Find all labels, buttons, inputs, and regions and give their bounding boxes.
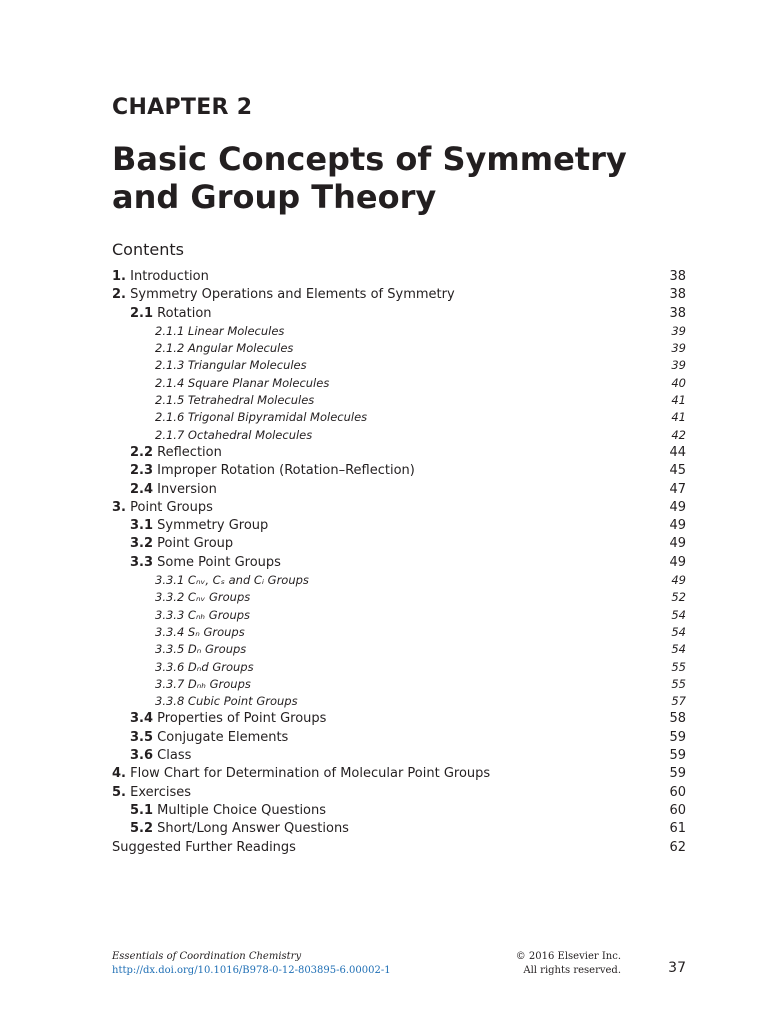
- toc-entry-text: [112, 410, 367, 424]
- toc-entry[interactable]: [112, 677, 686, 694]
- toc-entry-page: 41: [671, 410, 686, 425]
- toc-entry-number: 3.6: [130, 748, 154, 764]
- toc-entry-text: [112, 608, 250, 622]
- toc-entry-title: Tetrahedral Molecules: [187, 393, 315, 408]
- toc-entry-number: 5.: [112, 784, 126, 800]
- toc-entry-title: Cₙᵥ, Cₛ and Cᵢ Groups: [187, 573, 309, 588]
- toc-entry-page: 44: [669, 444, 686, 460]
- toc-entry[interactable]: [112, 785, 686, 803]
- toc-entry-title: Point Group: [157, 536, 234, 552]
- toc-entry-page: 54: [671, 624, 686, 639]
- toc-entry-number: 5.2: [130, 821, 154, 837]
- toc-entry-page: 59: [669, 729, 686, 745]
- toc-entry-text: [112, 463, 415, 478]
- toc-entry-page: 59: [669, 766, 686, 782]
- toc-entry-number: 3.: [112, 499, 126, 515]
- toc-entry[interactable]: [112, 821, 686, 839]
- toc-entry-number: 3.3.5: [155, 642, 185, 657]
- toc-entry-page: 38: [669, 287, 686, 303]
- toc-entry-text: [112, 269, 209, 284]
- toc-entry[interactable]: [112, 625, 686, 642]
- toc-entry-text: [112, 324, 284, 338]
- toc-entry-text: [112, 536, 233, 551]
- toc-entry-page: 54: [671, 607, 686, 622]
- toc-entry-page: 49: [669, 536, 686, 552]
- toc-entry-title: Point Groups: [130, 499, 213, 515]
- toc-entry-number: 2.1.1: [155, 323, 185, 338]
- toc-entry-text: [112, 694, 298, 708]
- toc-entry[interactable]: [112, 536, 686, 554]
- toc-entry-number: 2.3: [130, 463, 154, 479]
- toc-entry-title: Reflection: [157, 444, 222, 460]
- toc-entry-number: 2.4: [130, 481, 154, 497]
- toc-entry-page: 60: [669, 802, 686, 818]
- toc-entry-number: 2.1.7: [155, 427, 185, 442]
- toc-entry-number: 3.4: [130, 711, 154, 727]
- table-of-contents: [112, 269, 686, 858]
- toc-entry-title: Trigonal Bipyramidal Molecules: [187, 410, 368, 425]
- toc-entry-text: [112, 573, 309, 587]
- toc-entry[interactable]: [112, 306, 686, 324]
- toc-entry-text: [112, 358, 307, 372]
- page-number: 37: [668, 960, 686, 976]
- toc-entry-page: 55: [671, 659, 686, 674]
- toc-entry-text: [112, 840, 296, 855]
- toc-entry[interactable]: [112, 269, 686, 287]
- toc-entry-title: Triangular Molecules: [187, 358, 307, 373]
- toc-entry-title: Properties of Point Groups: [157, 711, 327, 727]
- toc-entry-number: 3.2: [130, 536, 154, 552]
- toc-entry[interactable]: [112, 428, 686, 445]
- toc-entry-page: 54: [671, 642, 686, 657]
- toc-entry-number: 3.3.8: [155, 694, 185, 709]
- toc-entry-text: [112, 625, 245, 639]
- toc-entry[interactable]: [112, 660, 686, 677]
- toc-entry-page: 38: [669, 305, 686, 321]
- toc-entry-page: 57: [671, 694, 686, 709]
- toc-entry-number: 3.3.2: [155, 590, 185, 605]
- chapter-label: CHAPTER 2: [112, 95, 253, 120]
- toc-entry-page: 49: [669, 554, 686, 570]
- toc-entry-title: Rotation: [157, 305, 212, 321]
- toc-entry-title: Short/Long Answer Questions: [157, 821, 349, 837]
- toc-entry-title: Linear Molecules: [187, 323, 285, 338]
- toc-entry-number: 5.1: [130, 802, 154, 818]
- toc-entry-page: 38: [669, 269, 686, 284]
- footer-book-title: Essentials of Coordination Chemistry: [112, 951, 302, 962]
- toc-entry-page: 45: [669, 463, 686, 479]
- toc-entry-number: 3.3.7: [155, 676, 185, 691]
- toc-entry-number: 2.: [112, 287, 126, 303]
- toc-entry-title: Suggested Further Readings: [112, 839, 296, 855]
- toc-entry-text: [112, 748, 191, 763]
- toc-entry-page: 49: [669, 499, 686, 515]
- toc-entry[interactable]: [112, 573, 686, 590]
- toc-entry-page: 58: [669, 711, 686, 727]
- toc-entry-number: 3.3: [130, 554, 154, 570]
- toc-entry-title: Conjugate Elements: [157, 729, 289, 745]
- toc-entry-page: 39: [671, 323, 686, 338]
- toc-entry[interactable]: [112, 608, 686, 625]
- toc-entry[interactable]: [112, 287, 686, 305]
- toc-entry-text: [112, 500, 213, 515]
- toc-entry-page: 42: [671, 427, 686, 442]
- toc-entry-page: 47: [669, 481, 686, 497]
- toc-entry[interactable]: [112, 463, 686, 481]
- toc-entry[interactable]: [112, 642, 686, 659]
- toc-entry-number: 4.: [112, 766, 126, 782]
- toc-entry-title: Sₙ Groups: [187, 624, 245, 639]
- toc-entry-text: [112, 642, 246, 656]
- toc-entry[interactable]: [112, 341, 686, 358]
- toc-entry-page: 39: [671, 358, 686, 373]
- toc-entry[interactable]: [112, 840, 686, 858]
- rights-text: All rights reserved.: [523, 965, 621, 976]
- toc-entry-number: 2.1.4: [155, 375, 185, 390]
- toc-entry-text: [112, 785, 191, 800]
- toc-entry-number: 3.3.1: [155, 573, 185, 588]
- toc-entry[interactable]: [112, 766, 686, 784]
- toc-entry[interactable]: [112, 711, 686, 729]
- toc-entry-number: 3.3.4: [155, 624, 185, 639]
- toc-entry-text: [112, 287, 455, 302]
- chapter-title: Basic Concepts of Symmetry and Group Theory: [112, 140, 627, 216]
- toc-entry-title: Flow Chart for Determination of Molecular Point Groups: [130, 766, 491, 782]
- toc-entry-title: Multiple Choice Questions: [157, 802, 327, 818]
- toc-entry[interactable]: [112, 803, 686, 821]
- toc-entry[interactable]: [112, 748, 686, 766]
- toc-entry-text: [112, 803, 326, 818]
- toc-entry[interactable]: [112, 482, 686, 500]
- toc-entry-number: 2.1.3: [155, 358, 185, 373]
- toc-entry[interactable]: [112, 730, 686, 748]
- toc-entry-title: Symmetry Group: [157, 518, 269, 534]
- toc-entry[interactable]: [112, 518, 686, 536]
- toc-entry-title: Dₙ Groups: [187, 642, 247, 657]
- toc-entry-title: Dₙₕ Groups: [187, 676, 251, 691]
- toc-entry-number: 2.1.5: [155, 393, 185, 408]
- toc-entry[interactable]: [112, 694, 686, 711]
- toc-entry-text: [112, 677, 251, 691]
- toc-entry-page: 49: [669, 518, 686, 534]
- toc-entry[interactable]: [112, 445, 686, 463]
- toc-entry[interactable]: [112, 500, 686, 518]
- toc-entry-text: [112, 428, 312, 442]
- toc-entry[interactable]: [112, 358, 686, 375]
- toc-entry-title: Improper Rotation (Rotation–Reflection): [157, 463, 415, 479]
- toc-entry-text: [112, 306, 212, 321]
- toc-entry-title: Inversion: [157, 481, 217, 497]
- toc-entry-page: 59: [669, 748, 686, 764]
- footer-doi-link[interactable]: http://dx.doi.org/10.1016/B978-0-12-803895-6.00002-1: [112, 965, 391, 976]
- toc-entry-page: 41: [671, 393, 686, 408]
- footer-copyright: [440, 950, 621, 978]
- toc-entry-page: 39: [671, 341, 686, 356]
- toc-entry-page: 60: [669, 784, 686, 800]
- toc-entry-text: [112, 555, 281, 570]
- toc-entry-text: [112, 445, 222, 460]
- toc-entry-text: [112, 660, 254, 674]
- toc-entry-page: 52: [671, 590, 686, 605]
- toc-entry-title: Introduction: [130, 269, 209, 284]
- toc-entry[interactable]: [112, 410, 686, 427]
- toc-entry-title: Exercises: [130, 784, 191, 800]
- toc-entry-number: 2.1: [130, 305, 154, 321]
- toc-entry[interactable]: [112, 324, 686, 341]
- copyright-text: © 2016 Elsevier Inc.: [515, 951, 621, 962]
- toc-entry-page: 49: [671, 573, 686, 588]
- toc-entry-title: Symmetry Operations and Elements of Symmetry: [130, 287, 455, 303]
- toc-entry-title: Class: [157, 748, 192, 764]
- toc-entry-number: 3.1: [130, 518, 154, 534]
- toc-entry-number: 2.2: [130, 444, 154, 460]
- toc-entry[interactable]: [112, 555, 686, 573]
- toc-entry-number: 1.: [112, 269, 126, 284]
- toc-entry-number: 2.1.2: [155, 341, 185, 356]
- toc-entry-page: 61: [669, 821, 686, 837]
- toc-entry-text: [112, 766, 490, 781]
- toc-entry-text: [112, 393, 314, 407]
- toc-entry-text: [112, 518, 268, 533]
- toc-entry-title: Square Planar Molecules: [187, 375, 330, 390]
- toc-entry-title: Cubic Point Groups: [187, 694, 298, 709]
- toc-entry-title: Angular Molecules: [187, 341, 294, 356]
- toc-entry-title: Some Point Groups: [157, 554, 281, 570]
- toc-entry-title: Octahedral Molecules: [187, 427, 313, 442]
- toc-entry[interactable]: [112, 393, 686, 410]
- toc-entry-number: 3.5: [130, 729, 154, 745]
- contents-heading: Contents: [112, 240, 184, 259]
- toc-entry-title: Cₙᵥ Groups: [187, 590, 251, 605]
- toc-entry-page: 40: [671, 375, 686, 390]
- toc-entry-page: 62: [669, 839, 686, 855]
- toc-entry-number: 2.1.6: [155, 410, 185, 425]
- toc-entry-title: Cₙₕ Groups: [187, 607, 251, 622]
- toc-entry-text: [112, 821, 349, 836]
- toc-entry-number: 3.3.6: [155, 659, 185, 674]
- footer-source: [112, 950, 391, 978]
- toc-entry-title: Dₙd Groups: [187, 659, 254, 674]
- toc-entry-text: [112, 482, 217, 497]
- toc-entry-page: 55: [671, 676, 686, 691]
- toc-entry[interactable]: [112, 376, 686, 393]
- toc-entry-text: [112, 590, 250, 604]
- toc-entry-text: [112, 376, 329, 390]
- toc-entry[interactable]: [112, 590, 686, 607]
- toc-entry-text: [112, 341, 293, 355]
- toc-entry-text: [112, 711, 326, 726]
- toc-entry-text: [112, 730, 288, 745]
- toc-entry-number: 3.3.3: [155, 607, 185, 622]
